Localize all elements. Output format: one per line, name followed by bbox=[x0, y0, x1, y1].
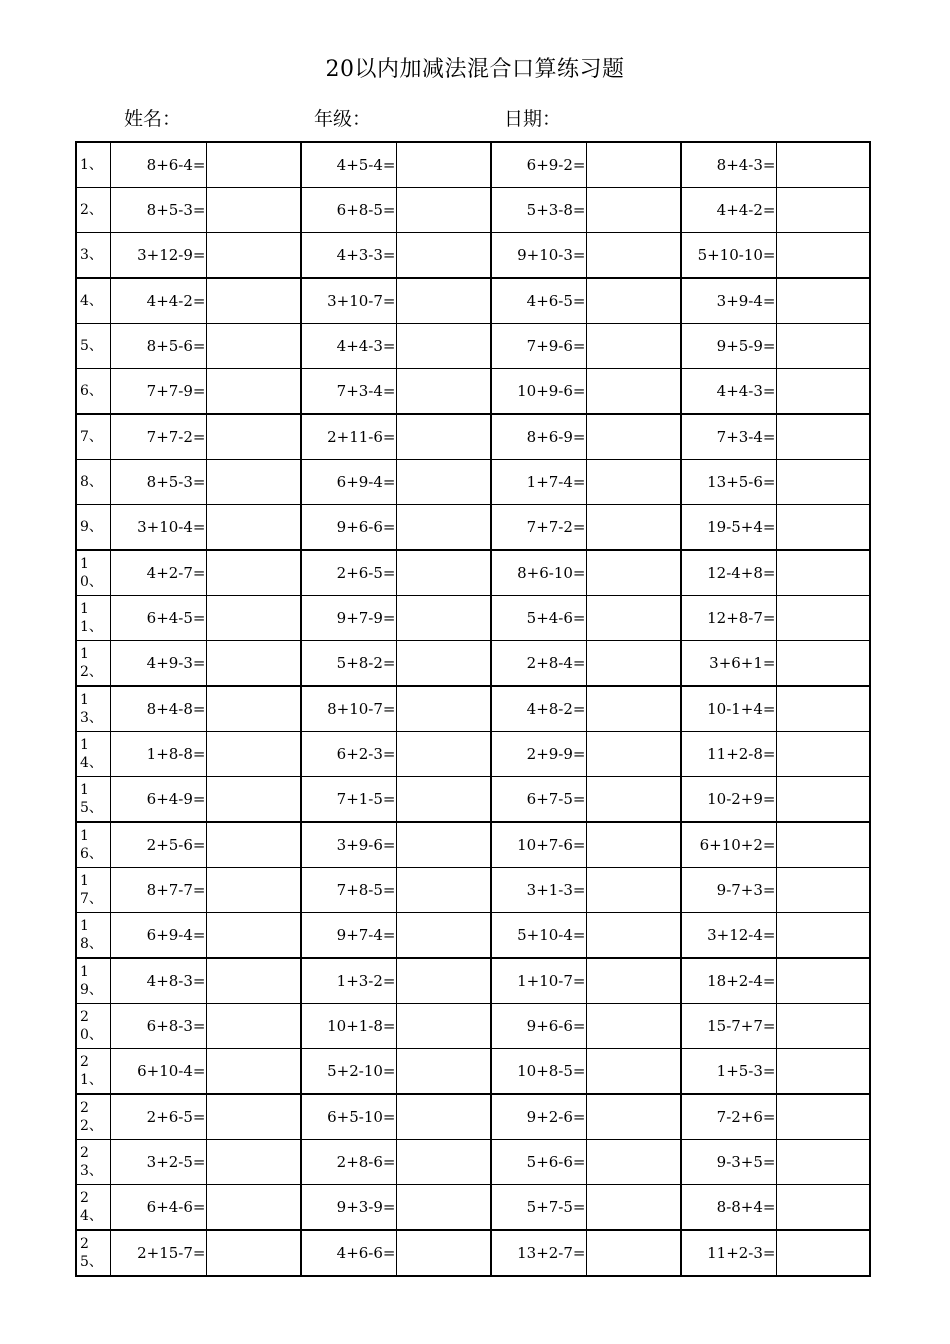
answer-cell[interactable] bbox=[776, 278, 870, 324]
problem-expression: 6+8-3= bbox=[110, 1004, 206, 1049]
table-row bbox=[76, 913, 870, 959]
exercise-table bbox=[75, 141, 871, 1277]
problem-number: 6、 bbox=[76, 369, 110, 415]
answer-cell[interactable] bbox=[206, 369, 301, 415]
table-row bbox=[76, 1049, 870, 1095]
problem-expression: 2+8-6= bbox=[301, 1140, 396, 1185]
problem-expression: 9+6-6= bbox=[491, 1004, 586, 1049]
answer-cell[interactable] bbox=[586, 188, 681, 233]
problem-expression: 5+7-5= bbox=[491, 1185, 586, 1231]
problem-number: 3、 bbox=[76, 233, 110, 279]
problem-expression: 6+4-6= bbox=[110, 1185, 206, 1231]
answer-cell[interactable] bbox=[206, 505, 301, 551]
problem-expression: 10+8-5= bbox=[491, 1049, 586, 1095]
answer-cell[interactable] bbox=[206, 1049, 301, 1095]
problem-expression: 4+3-3= bbox=[301, 233, 396, 279]
answer-cell[interactable] bbox=[396, 142, 491, 188]
problem-number: 2、 bbox=[76, 188, 110, 233]
problem-expression: 3+1-3= bbox=[491, 868, 586, 913]
problem-expression: 9+7-9= bbox=[301, 596, 396, 641]
answer-cell[interactable] bbox=[586, 1049, 681, 1095]
answer-cell[interactable] bbox=[206, 1185, 301, 1231]
problem-number: 10、 bbox=[76, 550, 110, 596]
answer-cell[interactable] bbox=[586, 868, 681, 913]
problem-expression: 19-5+4= bbox=[681, 505, 776, 551]
problem-expression: 2+9-9= bbox=[491, 732, 586, 777]
answer-cell[interactable] bbox=[586, 550, 681, 596]
problem-expression: 13+5-6= bbox=[681, 460, 776, 505]
problem-number: 11、 bbox=[76, 596, 110, 641]
answer-cell[interactable] bbox=[206, 1094, 301, 1140]
answer-cell[interactable] bbox=[776, 142, 870, 188]
answer-cell[interactable] bbox=[586, 686, 681, 732]
answer-cell[interactable] bbox=[206, 414, 301, 460]
problem-expression: 5+2-10= bbox=[301, 1049, 396, 1095]
date-label: 日期： bbox=[504, 108, 562, 130]
problem-number: 25、 bbox=[76, 1230, 110, 1276]
problem-expression: 2+6-5= bbox=[301, 550, 396, 596]
problem-expression: 6+5-10= bbox=[301, 1094, 396, 1140]
problem-expression: 8+6-4= bbox=[110, 142, 206, 188]
answer-cell[interactable] bbox=[206, 596, 301, 641]
problem-expression: 4+6-6= bbox=[301, 1230, 396, 1276]
problem-expression: 8+6-10= bbox=[491, 550, 586, 596]
problem-expression: 4+2-7= bbox=[110, 550, 206, 596]
problem-expression: 6+4-5= bbox=[110, 596, 206, 641]
answer-cell[interactable] bbox=[586, 1094, 681, 1140]
problem-expression: 5+6-6= bbox=[491, 1140, 586, 1185]
problem-expression: 8+5-3= bbox=[110, 188, 206, 233]
problem-expression: 7+7-9= bbox=[110, 369, 206, 415]
problem-expression: 5+10-4= bbox=[491, 913, 586, 959]
table-row bbox=[76, 686, 870, 732]
exercise-table-body bbox=[76, 142, 870, 1276]
problem-expression: 2+11-6= bbox=[301, 414, 396, 460]
table-row bbox=[76, 732, 870, 777]
answer-cell[interactable] bbox=[206, 777, 301, 823]
problem-expression: 8+4-8= bbox=[110, 686, 206, 732]
problem-expression: 2+8-4= bbox=[491, 641, 586, 687]
answer-cell[interactable] bbox=[396, 505, 491, 551]
answer-cell[interactable] bbox=[776, 958, 870, 1004]
table-row bbox=[76, 1094, 870, 1140]
answer-cell[interactable] bbox=[206, 1140, 301, 1185]
answer-cell[interactable] bbox=[206, 324, 301, 369]
table-row bbox=[76, 1185, 870, 1231]
problem-expression: 7-2+6= bbox=[681, 1094, 776, 1140]
problem-expression: 9+3-9= bbox=[301, 1185, 396, 1231]
answer-cell[interactable] bbox=[776, 1140, 870, 1185]
problem-number: 19、 bbox=[76, 958, 110, 1004]
problem-expression: 10-1+4= bbox=[681, 686, 776, 732]
answer-cell[interactable] bbox=[396, 233, 491, 279]
answer-cell[interactable] bbox=[396, 1230, 491, 1276]
problem-expression: 4+6-5= bbox=[491, 278, 586, 324]
problem-expression: 4+4-3= bbox=[301, 324, 396, 369]
answer-cell[interactable] bbox=[396, 369, 491, 415]
problem-expression: 1+5-3= bbox=[681, 1049, 776, 1095]
problem-number: 8、 bbox=[76, 460, 110, 505]
problem-expression: 3+9-4= bbox=[681, 278, 776, 324]
problem-expression: 15-7+7= bbox=[681, 1004, 776, 1049]
answer-cell[interactable] bbox=[586, 1140, 681, 1185]
problem-expression: 1+10-7= bbox=[491, 958, 586, 1004]
answer-cell[interactable] bbox=[776, 641, 870, 687]
answer-cell[interactable] bbox=[206, 686, 301, 732]
answer-cell[interactable] bbox=[206, 913, 301, 959]
problem-expression: 3+2-5= bbox=[110, 1140, 206, 1185]
grade-label: 年级： bbox=[314, 108, 372, 130]
problem-expression: 7+3-4= bbox=[681, 414, 776, 460]
problem-expression: 5+8-2= bbox=[301, 641, 396, 687]
answer-cell[interactable] bbox=[396, 550, 491, 596]
problem-expression: 10+9-6= bbox=[491, 369, 586, 415]
answer-cell[interactable] bbox=[776, 1004, 870, 1049]
answer-cell[interactable] bbox=[776, 1185, 870, 1231]
answer-cell[interactable] bbox=[396, 324, 491, 369]
problem-expression: 4+8-2= bbox=[491, 686, 586, 732]
problem-expression: 10+7-6= bbox=[491, 822, 586, 868]
answer-cell[interactable] bbox=[396, 822, 491, 868]
page-title: 20以内加减法混合口算练习题 bbox=[325, 57, 625, 82]
problem-expression: 1+3-2= bbox=[301, 958, 396, 1004]
problem-number: 23、 bbox=[76, 1140, 110, 1185]
problem-expression: 3+6+1= bbox=[681, 641, 776, 687]
problem-expression: 4+8-3= bbox=[110, 958, 206, 1004]
problem-number: 5、 bbox=[76, 324, 110, 369]
table-row bbox=[76, 324, 870, 369]
table-row bbox=[76, 596, 870, 641]
table-row bbox=[76, 822, 870, 868]
problem-expression: 7+3-4= bbox=[301, 369, 396, 415]
problem-expression: 6+9-4= bbox=[110, 913, 206, 959]
problem-number: 21、 bbox=[76, 1049, 110, 1095]
table-row bbox=[76, 142, 870, 188]
problem-number: 4、 bbox=[76, 278, 110, 324]
answer-cell[interactable] bbox=[776, 686, 870, 732]
answer-cell[interactable] bbox=[396, 1049, 491, 1095]
answer-cell[interactable] bbox=[396, 868, 491, 913]
answer-cell[interactable] bbox=[586, 324, 681, 369]
problem-expression: 1+7-4= bbox=[491, 460, 586, 505]
problem-expression: 18+2-4= bbox=[681, 958, 776, 1004]
answer-cell[interactable] bbox=[206, 1004, 301, 1049]
table-row bbox=[76, 505, 870, 551]
problem-expression: 9-3+5= bbox=[681, 1140, 776, 1185]
problem-expression: 3+12-4= bbox=[681, 913, 776, 959]
problem-expression: 9+10-3= bbox=[491, 233, 586, 279]
answer-cell[interactable] bbox=[206, 732, 301, 777]
problem-expression: 12+8-7= bbox=[681, 596, 776, 641]
problem-expression: 4+4-2= bbox=[681, 188, 776, 233]
problem-expression: 5+4-6= bbox=[491, 596, 586, 641]
problem-number: 24、 bbox=[76, 1185, 110, 1231]
answer-cell[interactable] bbox=[776, 822, 870, 868]
answer-cell[interactable] bbox=[776, 369, 870, 415]
problem-expression: 8+5-3= bbox=[110, 460, 206, 505]
problem-expression: 9+7-4= bbox=[301, 913, 396, 959]
answer-cell[interactable] bbox=[586, 777, 681, 823]
answer-cell[interactable] bbox=[206, 868, 301, 913]
name-label: 姓名： bbox=[124, 108, 182, 130]
answer-cell[interactable] bbox=[206, 460, 301, 505]
problem-expression: 9+5-9= bbox=[681, 324, 776, 369]
answer-cell[interactable] bbox=[586, 732, 681, 777]
answer-cell[interactable] bbox=[586, 641, 681, 687]
problem-expression: 6+10+2= bbox=[681, 822, 776, 868]
answer-cell[interactable] bbox=[586, 822, 681, 868]
answer-cell[interactable] bbox=[206, 1230, 301, 1276]
problem-expression: 2+15-7= bbox=[110, 1230, 206, 1276]
problem-expression: 1+8-8= bbox=[110, 732, 206, 777]
answer-cell[interactable] bbox=[776, 460, 870, 505]
problem-expression: 2+5-6= bbox=[110, 822, 206, 868]
problem-expression: 3+10-7= bbox=[301, 278, 396, 324]
problem-expression: 8+6-9= bbox=[491, 414, 586, 460]
table-row bbox=[76, 1140, 870, 1185]
table-row bbox=[76, 1004, 870, 1049]
problem-expression: 4+5-4= bbox=[301, 142, 396, 188]
answer-cell[interactable] bbox=[776, 414, 870, 460]
answer-cell[interactable] bbox=[396, 732, 491, 777]
answer-cell[interactable] bbox=[586, 233, 681, 279]
table-row bbox=[76, 414, 870, 460]
answer-cell[interactable] bbox=[586, 913, 681, 959]
problem-number: 20、 bbox=[76, 1004, 110, 1049]
table-row bbox=[76, 550, 870, 596]
problem-number: 12、 bbox=[76, 641, 110, 687]
problem-number: 7、 bbox=[76, 414, 110, 460]
answer-cell[interactable] bbox=[776, 1049, 870, 1095]
answer-cell[interactable] bbox=[206, 958, 301, 1004]
problem-expression: 8+4-3= bbox=[681, 142, 776, 188]
answer-cell[interactable] bbox=[206, 233, 301, 279]
answer-cell[interactable] bbox=[776, 505, 870, 551]
answer-cell[interactable] bbox=[776, 550, 870, 596]
problem-expression: 7+9-6= bbox=[491, 324, 586, 369]
problem-expression: 6+10-4= bbox=[110, 1049, 206, 1095]
answer-cell[interactable] bbox=[396, 414, 491, 460]
answer-cell[interactable] bbox=[776, 596, 870, 641]
answer-cell[interactable] bbox=[396, 596, 491, 641]
answer-cell[interactable] bbox=[586, 278, 681, 324]
problem-expression: 12-4+8= bbox=[681, 550, 776, 596]
problem-expression: 4+9-3= bbox=[110, 641, 206, 687]
answer-cell[interactable] bbox=[776, 777, 870, 823]
problem-expression: 9+2-6= bbox=[491, 1094, 586, 1140]
problem-expression: 6+9-4= bbox=[301, 460, 396, 505]
answer-cell[interactable] bbox=[586, 142, 681, 188]
answer-cell[interactable] bbox=[776, 1230, 870, 1276]
answer-cell[interactable] bbox=[396, 1094, 491, 1140]
problem-expression: 5+3-8= bbox=[491, 188, 586, 233]
problem-expression: 8+10-7= bbox=[301, 686, 396, 732]
problem-expression: 6+9-2= bbox=[491, 142, 586, 188]
answer-cell[interactable] bbox=[396, 1004, 491, 1049]
answer-cell[interactable] bbox=[776, 188, 870, 233]
answer-cell[interactable] bbox=[586, 596, 681, 641]
problem-expression: 6+8-5= bbox=[301, 188, 396, 233]
problem-number: 9、 bbox=[76, 505, 110, 551]
answer-cell[interactable] bbox=[586, 505, 681, 551]
table-row bbox=[76, 278, 870, 324]
answer-cell[interactable] bbox=[586, 1185, 681, 1231]
problem-number: 13、 bbox=[76, 686, 110, 732]
answer-cell[interactable] bbox=[396, 958, 491, 1004]
problem-expression: 3+12-9= bbox=[110, 233, 206, 279]
problem-expression: 8-8+4= bbox=[681, 1185, 776, 1231]
problem-expression: 11+2-3= bbox=[681, 1230, 776, 1276]
table-row bbox=[76, 1230, 870, 1276]
answer-cell[interactable] bbox=[396, 188, 491, 233]
problem-expression: 6+7-5= bbox=[491, 777, 586, 823]
problem-number: 17、 bbox=[76, 868, 110, 913]
problem-expression: 3+10-4= bbox=[110, 505, 206, 551]
problem-expression: 3+9-6= bbox=[301, 822, 396, 868]
problem-number: 18、 bbox=[76, 913, 110, 959]
answer-cell[interactable] bbox=[776, 732, 870, 777]
answer-cell[interactable] bbox=[396, 913, 491, 959]
problem-number: 15、 bbox=[76, 777, 110, 823]
problem-expression: 6+4-9= bbox=[110, 777, 206, 823]
problem-number: 16、 bbox=[76, 822, 110, 868]
problem-number: 1、 bbox=[76, 142, 110, 188]
answer-cell[interactable] bbox=[396, 1185, 491, 1231]
answer-cell[interactable] bbox=[396, 641, 491, 687]
table-row bbox=[76, 188, 870, 233]
answer-cell[interactable] bbox=[586, 414, 681, 460]
problem-expression: 7+7-2= bbox=[110, 414, 206, 460]
problem-number: 14、 bbox=[76, 732, 110, 777]
table-row bbox=[76, 233, 870, 279]
problem-expression: 5+10-10= bbox=[681, 233, 776, 279]
problem-expression: 2+6-5= bbox=[110, 1094, 206, 1140]
answer-cell[interactable] bbox=[776, 913, 870, 959]
answer-cell[interactable] bbox=[206, 641, 301, 687]
problem-expression: 11+2-8= bbox=[681, 732, 776, 777]
answer-cell[interactable] bbox=[776, 233, 870, 279]
answer-cell[interactable] bbox=[396, 1140, 491, 1185]
answer-cell[interactable] bbox=[206, 188, 301, 233]
table-row bbox=[76, 369, 870, 415]
problem-expression: 6+2-3= bbox=[301, 732, 396, 777]
problem-expression: 9-7+3= bbox=[681, 868, 776, 913]
problem-expression: 4+4-3= bbox=[681, 369, 776, 415]
answer-cell[interactable] bbox=[206, 550, 301, 596]
answer-cell[interactable] bbox=[586, 1230, 681, 1276]
problem-expression: 9+6-6= bbox=[301, 505, 396, 551]
answer-cell[interactable] bbox=[396, 686, 491, 732]
answer-cell[interactable] bbox=[776, 324, 870, 369]
problem-expression: 8+7-7= bbox=[110, 868, 206, 913]
problem-expression: 7+7-2= bbox=[491, 505, 586, 551]
problem-expression: 10+1-8= bbox=[301, 1004, 396, 1049]
problem-expression: 8+5-6= bbox=[110, 324, 206, 369]
answer-cell[interactable] bbox=[586, 1004, 681, 1049]
table-row bbox=[76, 868, 870, 913]
problem-expression: 7+8-5= bbox=[301, 868, 396, 913]
answer-cell[interactable] bbox=[586, 369, 681, 415]
problem-expression: 10-2+9= bbox=[681, 777, 776, 823]
answer-cell[interactable] bbox=[776, 1094, 870, 1140]
answer-cell[interactable] bbox=[396, 278, 491, 324]
answer-cell[interactable] bbox=[206, 278, 301, 324]
problem-expression: 7+1-5= bbox=[301, 777, 396, 823]
answer-cell[interactable] bbox=[776, 868, 870, 913]
answer-cell[interactable] bbox=[586, 460, 681, 505]
answer-cell[interactable] bbox=[586, 958, 681, 1004]
table-row bbox=[76, 777, 870, 823]
problem-expression: 4+4-2= bbox=[110, 278, 206, 324]
answer-cell[interactable] bbox=[206, 142, 301, 188]
answer-cell[interactable] bbox=[206, 822, 301, 868]
answer-cell[interactable] bbox=[396, 460, 491, 505]
problem-number: 22、 bbox=[76, 1094, 110, 1140]
table-row bbox=[76, 958, 870, 1004]
problem-expression: 13+2-7= bbox=[491, 1230, 586, 1276]
table-row bbox=[76, 641, 870, 687]
table-row bbox=[76, 460, 870, 505]
answer-cell[interactable] bbox=[396, 777, 491, 823]
